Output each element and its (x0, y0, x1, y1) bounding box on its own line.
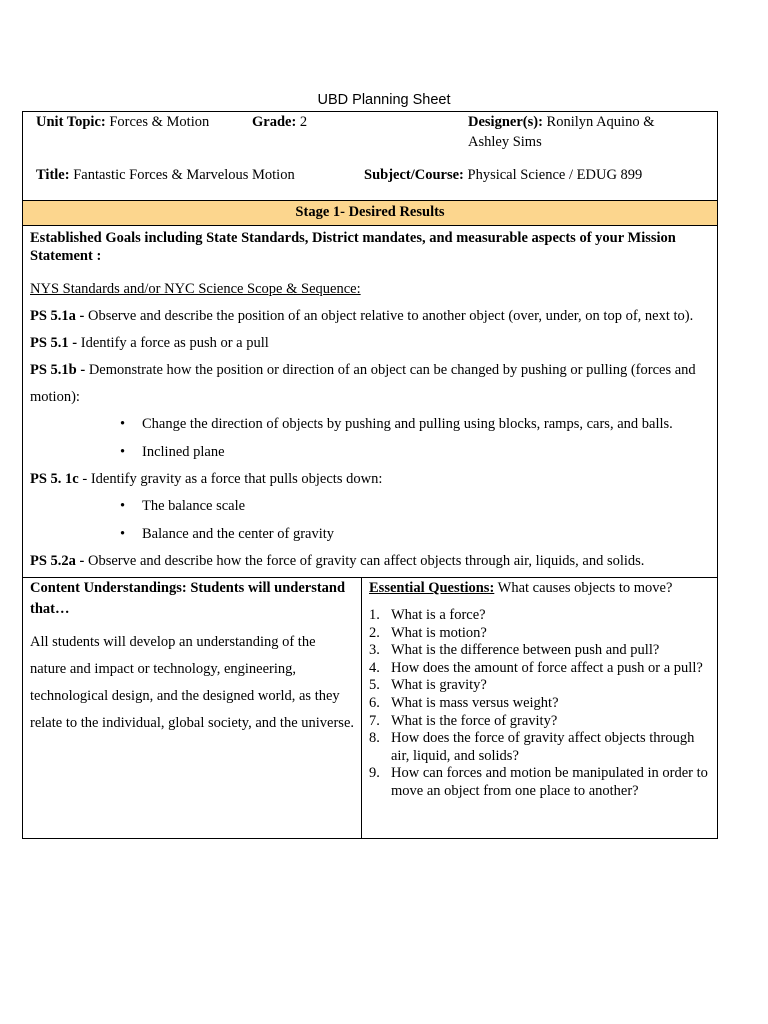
essential-questions-list (369, 607, 710, 801)
standard-ps-5-1c: PS 5. 1c - Identify gravity as a force that pulls objects down: (30, 471, 383, 487)
subject-label: Subject/Course: (364, 167, 464, 183)
standard-ps-5-1a: PS 5.1a - Observe and describe the position of an object relative to another object (over, under, on top of, next to). (30, 308, 694, 324)
understandings-questions-row (23, 577, 717, 838)
grade-field (252, 114, 307, 131)
title-field (36, 167, 295, 184)
essential-questions-cell (362, 578, 717, 838)
goals-heading: Established Goals including State Standards, District mandates, and measurable aspects of your Mission Statement : (30, 230, 676, 264)
planning-sheet-table (22, 111, 718, 839)
grade-label: Grade: (252, 114, 297, 130)
subject-field (364, 167, 642, 184)
established-goals-section (23, 226, 717, 575)
content-understandings-heading: Content Understandings: Students will understand that… (30, 580, 346, 617)
content-understandings-cell (23, 578, 362, 838)
designers-label: Designer(s): (468, 114, 543, 130)
bullet-item: • Change the direction of objects by pushing and pulling using blocks, ramps, cars, and balls. (142, 411, 710, 439)
standard-ps-5-2a: PS 5.2a - Observe and describe how the force of gravity can affect objects through air, liquids, and solids. (30, 553, 645, 569)
question-item: 8. How does the force of gravity affect objects through air, liquid, and solids? (369, 730, 695, 764)
unit-topic-field (36, 114, 209, 131)
document-title: UBD Planning Sheet (317, 92, 451, 108)
unit-header (23, 112, 717, 201)
bullet-item: • Balance and the center of gravity (142, 521, 710, 549)
question-item: 2. What is motion? (369, 624, 487, 641)
question-item: 3. What is the difference between push and pull? (369, 642, 660, 659)
standard-ps-5-1b: PS 5.1b - Demonstrate how the position or direction of an object can be changed by pushing or pulling (forces and motion): (30, 362, 696, 405)
question-item: 7. What is the force of gravity? (369, 712, 558, 729)
designers-line2: Ashley Sims (468, 134, 542, 150)
essential-questions-lead-text: What causes objects to move? (494, 580, 673, 596)
stage-1-banner: Stage 1- Desired Results (23, 201, 717, 226)
bullet-item: • Inclined plane (142, 439, 710, 467)
question-item: 5. What is gravity? (369, 677, 487, 694)
question-item: 1. What is a force? (369, 607, 486, 623)
bullet-item: • The balance scale (142, 493, 710, 521)
grade-value: 2 (299, 114, 308, 130)
standard-ps-5-1: PS 5.1 - Identify a force as push or a pull (30, 335, 269, 351)
designers-field (468, 114, 655, 131)
question-item: 6. What is mass versus weight? (369, 694, 559, 711)
standard-ps-5-1c-bullets (30, 493, 710, 548)
question-item: 4. How does the amount of force affect a push or a pull? (369, 659, 703, 676)
essential-questions-label: Essential Questions: (369, 580, 495, 596)
subject-value: Physical Science / EDUG 899 (467, 167, 643, 183)
unit-topic-label: Unit Topic: (36, 114, 106, 130)
unit-topic-value: Forces & Motion (109, 114, 210, 130)
title-value: Fantastic Forces & Marvelous Motion (73, 167, 295, 183)
title-label: Title: (36, 167, 70, 183)
essential-questions-lead (369, 578, 710, 599)
standard-ps-5-1b-bullets (30, 411, 710, 466)
question-item: 9. How can forces and motion be manipulated in order to move an object from one place to another? (369, 765, 708, 799)
standards-scope-line: NYS Standards and/or NYC Science Scope & Sequence: (30, 281, 361, 297)
content-understandings-body: All students will develop an understanding of the nature and impact or technology, engineering, technological design, and the designed world, as they relate to the individual, global society, and the universe. (30, 634, 355, 731)
designers-line1: Ronilyn Aquino & (546, 114, 655, 130)
